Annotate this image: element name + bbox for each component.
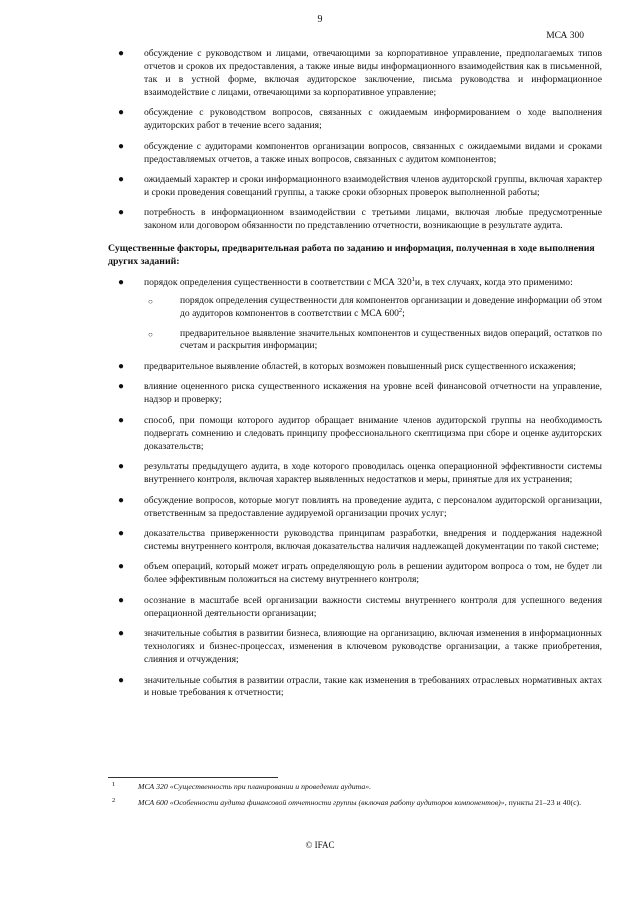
list-item — [108, 207, 602, 233]
footnote-ref[interactable]: 1 — [411, 275, 415, 283]
bullet-icon: ● — [118, 414, 125, 426]
list-item — [108, 561, 602, 587]
bullet-icon: ● — [118, 107, 125, 119]
footnote-title: МСА 320 «Существенность при планировании и проведении аудита». — [138, 782, 372, 791]
list-item — [108, 361, 602, 374]
bullet-icon: ● — [118, 140, 125, 152]
bullet-icon: ● — [118, 628, 125, 640]
footnote-mark: 1 — [112, 781, 116, 788]
list-item-text: значительные события в развитии бизнеса, влияющие на организацию, включая изменения в информационных технологиях и бизнес-процессах, изменения в ключевом руководстве организации, а также приобретения, слияния и отчуждения; — [144, 628, 602, 666]
list-item-text: осознание в масштабе всей организации важности системы внутреннего контроля для успешного ведения операционной деятельности организации; — [144, 594, 602, 619]
list-item-text: предварительное выявление областей, в которых возможен повышенный риск существенного искажения; — [144, 360, 576, 372]
list-item-text: ожидаемый характер и сроки информационного взаимодействия членов аудиторской группы, включая характер и сроки проведения совещаний группы, а также сроки обзорных проверок выполненной работы; — [144, 174, 602, 198]
footnote — [108, 798, 602, 809]
footnote-text: , пункты 21–23 и 40(с). — [504, 797, 582, 807]
list-item-text: результаты предыдущего аудита, в ходе которого проводилась оценка операционной эффективности системы внутреннего контроля, включая характер выявленных недостатков и меры, принятые для их устранения; — [144, 461, 602, 486]
bullet-icon: ● — [118, 174, 125, 186]
bullet-icon: ● — [118, 528, 125, 539]
sub-list-item — [144, 295, 602, 321]
list-item-text-after: и, в тех случаях, когда это применимо: — [414, 276, 573, 288]
footnote-divider — [108, 777, 278, 778]
list-item — [108, 415, 602, 454]
page-number: 9 — [317, 14, 323, 25]
sub-bullet-list — [144, 295, 602, 354]
list-item — [108, 628, 602, 667]
list-item-text: обсуждение с аудиторами компонентов организации вопросов, связанных с ожидаемыми видами и сроками предоставляемых отчетов, а также иных вопросов, связанных с аудитом компонентов; — [144, 140, 602, 165]
bullet-icon: ● — [118, 207, 125, 219]
sub-list-item-text: порядок определения существенности для компонентов организации и доведение информации об этом до аудиторов компонентов в соответствии с МСА 600 — [180, 294, 602, 319]
footnotes — [108, 782, 602, 813]
sub-list-item — [144, 328, 602, 354]
sub-list-item-text: предварительное выявление значительных компонентов и существенных видов операций, остатков по счетам и раскрытия информации; — [180, 327, 602, 352]
list-item — [108, 277, 602, 354]
list-item-text: объем операций, который может играть определяющую роль в решении аудитором вопроса о том, не будет ли более эффективным положиться на систему внутреннего контроля; — [144, 561, 602, 586]
hollow-circle-bullet-icon: ○ — [148, 296, 153, 306]
list-item — [108, 528, 602, 554]
page-body — [108, 48, 602, 708]
section-heading: Существенные факторы, предварительная работа по заданию и информация, полученная в ходе выполнения других заданий: — [108, 243, 595, 268]
list-item-text: способ, при помощи которого аудитор обращает внимание членов аудиторской группы на необходимость подвергать сомнению и следовать принципу профессионального скептицизма при сборе и оценке аудиторских доказательств; — [144, 414, 602, 452]
hollow-circle-bullet-icon: ○ — [148, 329, 153, 339]
list-item-text: влияние оцененного риска существенного искажения на уровне всей финансовой отчетности на управление, надзор и проверку; — [144, 381, 602, 406]
footnote-mark: 2 — [112, 796, 116, 804]
intro-bullet-list — [108, 48, 602, 233]
footnote-title: МСА 600 «Особенности аудита финансовой отчетности группы (включая работу аудиторов компонентов)» — [138, 797, 505, 807]
copyright-footer: © IFAC — [305, 840, 335, 850]
list-item — [108, 381, 602, 407]
standard-code: МСА 300 — [546, 31, 584, 41]
list-item-text: обсуждение с руководством вопросов, связанных с ожидаемым информированием о ходе выполнения аудиторских работ в течение всего задания; — [144, 107, 602, 132]
bullet-icon: ● — [118, 494, 125, 506]
bullet-icon: ● — [118, 360, 125, 372]
list-item — [108, 495, 602, 521]
list-item — [108, 461, 602, 487]
list-item — [108, 48, 602, 100]
list-item — [108, 174, 602, 200]
bullet-icon: ● — [118, 381, 125, 393]
list-item — [108, 107, 602, 133]
bullet-icon: ● — [118, 461, 125, 473]
list-item-text: обсуждение с руководством и лицами, отвечающими за корпоративное управление, предполагаемых типов отчетов и сроков их предоставления, а также иные виды информационного взаимодействия как в письменной, так и в устной форме, включая аудиторское заключение, письма руководства и информационное взаимодействие с лицами, отвечающими за корпоративное управление; — [144, 48, 602, 98]
bullet-icon: ● — [118, 594, 125, 606]
sub-list-item-text-after: ; — [402, 307, 405, 319]
bullet-icon: ● — [118, 561, 125, 573]
list-item — [108, 595, 602, 621]
list-item-text-before: порядок определения существенности в соответствии с МСА 320 — [144, 276, 412, 288]
list-item-text: доказательства приверженности руководства принципам разработки, внедрения и поддержания надежной системы внутреннего контроля, включая доказательства наличия надлежащей документации по такой системе; — [144, 528, 602, 552]
list-item — [108, 675, 602, 701]
bullet-icon: ● — [118, 674, 125, 686]
list-item-text: значительные события в развитии отрасли, такие как изменения в требованиях отраслевых нормативных актах и новые требования к отчетности; — [144, 674, 602, 699]
footnote-ref[interactable]: 2 — [398, 306, 403, 314]
footnote — [108, 782, 602, 793]
list-item-text: обсуждение вопросов, которые могут повлиять на проведение аудита, с персоналом аудиторской организации, ответственным за предоставление аудируемой организации прочих услуг; — [144, 494, 602, 519]
list-item — [108, 141, 602, 167]
list-item-text: потребность в информационном взаимодействии с третьими лицами, включая любые предусмотренные законом или договором обязанности по представлению отчетности, возникающие в результате аудита. — [144, 207, 602, 232]
bullet-icon: ● — [118, 276, 125, 288]
section-bullet-list — [108, 277, 602, 701]
bullet-icon: ● — [118, 48, 125, 59]
